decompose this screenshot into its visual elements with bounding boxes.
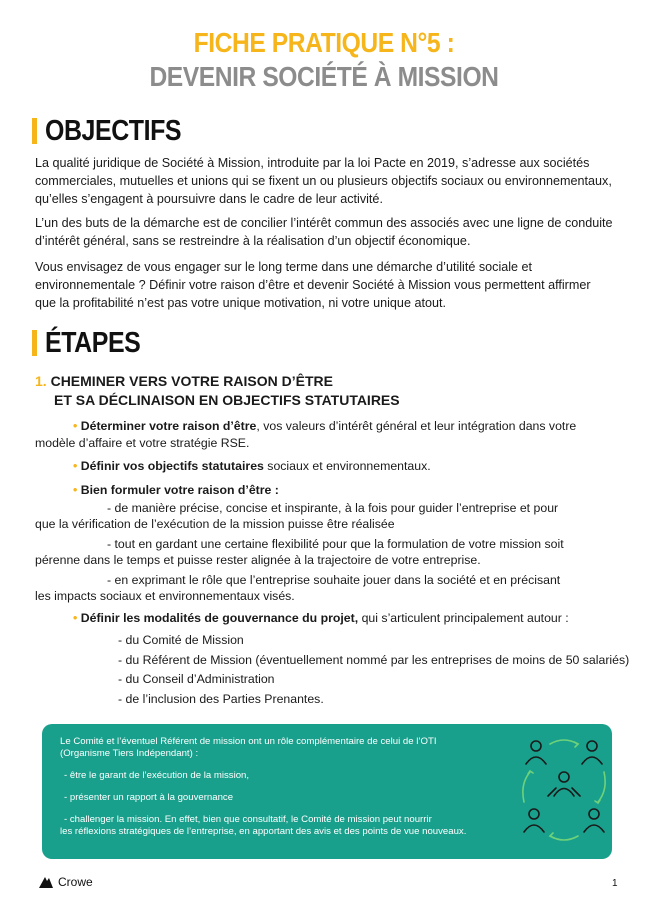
bullet-marker: • — [73, 483, 78, 497]
bullet-item-1: • Déterminer votre raison d’être, vos valeurs d’intérêt général et leur intégration dans votre — [73, 419, 577, 433]
section-objectifs — [32, 116, 203, 146]
team-collaboration-icon — [520, 732, 608, 852]
title-block — [0, 26, 648, 94]
section-accent-bar — [32, 118, 37, 144]
bullet-marker: • — [73, 611, 78, 625]
bullet-item-4: • Définir les modalités de gouvernance du projet, qui s’articulent principalement autour : — [73, 611, 569, 625]
bullet-item-3: • Bien formuler votre raison d’être : — [73, 483, 279, 497]
objectifs-paragraph-1: La qualité juridique de Société à Mission, introduite par la loi Pacte en 2019, s’adresse aux sociétés commerciales, mutuelles et unions qui se fixent un ou plusieurs objectifs sociaux ou environnementaux, qu’elles s’engagent à poursuivre dans le cadre de leur activité. — [35, 156, 612, 206]
crowe-logo-icon — [38, 875, 54, 889]
step-title-line2: ET SA DÉCLINAISON EN OBJECTIFS STATUTAIRES — [54, 392, 400, 408]
governance-item: - de l’inclusion des Parties Prenantes. — [118, 692, 324, 706]
section-accent-bar — [32, 330, 37, 356]
bullet-item-1-line2: modèle d’affaire et votre stratégie RSE. — [35, 436, 250, 450]
section-title-objectifs: OBJECTIFS — [45, 115, 182, 147]
bullet-marker: • — [73, 419, 78, 433]
governance-item: - du Référent de Mission (éventuellement nommé par les entreprises de moins de 50 salariés) — [118, 653, 630, 667]
callout-line: - présenter un rapport à la gouvernance — [64, 792, 234, 803]
callout-box — [42, 724, 612, 859]
objectifs-paragraph-2: L’un des buts de la démarche est de concilier l’intérêt commun des associés avec une ligne de conduite d’intérêt général, sans se restreindre à la réalisation d’un objectif économique. — [35, 216, 613, 248]
section-etapes — [32, 328, 156, 358]
governance-item: - du Comité de Mission — [118, 633, 244, 647]
step-title-line1: CHEMINER VERS VOTRE RAISON D’ÊTRE — [50, 373, 333, 389]
bullet-marker: • — [73, 459, 78, 473]
objectifs-paragraph-3: Vous envisagez de vous engager sur le long terme dans une démarche d’utilité sociale et environnementale ? Définir votre raison d’être et devenir Société à Mission vous permettent affirmer que la profitabilité n’est pas votre unique motivation, ni votre unique atout. — [35, 260, 591, 310]
step-1-title — [35, 372, 333, 391]
governance-item: - du Conseil d’Administration — [118, 672, 275, 686]
page-title-line2: DEVENIR SOCIÉTÉ À MISSION — [149, 61, 499, 92]
callout-line: (Organisme Tiers Indépendant) : — [60, 748, 199, 759]
callout-line: - challenger la mission. En effet, bien que consultatif, le Comité de mission peut nourrir — [64, 814, 432, 825]
callout-line: - être le garant de l’exécution de la mission, — [64, 770, 250, 781]
crowe-logo — [38, 875, 93, 889]
page-number: 1 — [612, 878, 618, 889]
page-title-line1: FICHE PRATIQUE N°5 : — [193, 27, 455, 58]
bullet-item-2: • Définir vos objectifs statutaires sociaux et environnementaux. — [73, 459, 431, 473]
callout-line: Le Comité et l’éventuel Référent de mission ont un rôle complémentaire de celui de l’OTI — [60, 736, 437, 747]
sub-item-1-line2: que la vérification de l’exécution de la mission puisse être réalisée — [35, 517, 395, 531]
sub-item-3-line2: les impacts sociaux et environnementaux visés. — [35, 589, 295, 603]
callout-line: les réflexions stratégiques de l’entreprise, en apportant des avis et des points de vue nouveaux. — [60, 826, 467, 837]
section-title-etapes: ÉTAPES — [45, 327, 141, 359]
step-number: 1. — [35, 373, 47, 389]
sub-item-3-line1: - en exprimant le rôle que l’entreprise souhaite jouer dans la société et en précisant — [107, 573, 561, 587]
sub-item-2-line1: - tout en gardant une certaine flexibilité pour que la formulation de votre mission soit — [107, 537, 564, 551]
sub-item-1-line1: - de manière précise, concise et inspirante, à la fois pour guider l’entreprise et pour — [107, 501, 559, 515]
sub-item-2-line2: pérenne dans le temps et puisse rester alignée à la trajectoire de votre entreprise. — [35, 553, 481, 567]
crowe-logo-text: Crowe — [58, 875, 93, 889]
